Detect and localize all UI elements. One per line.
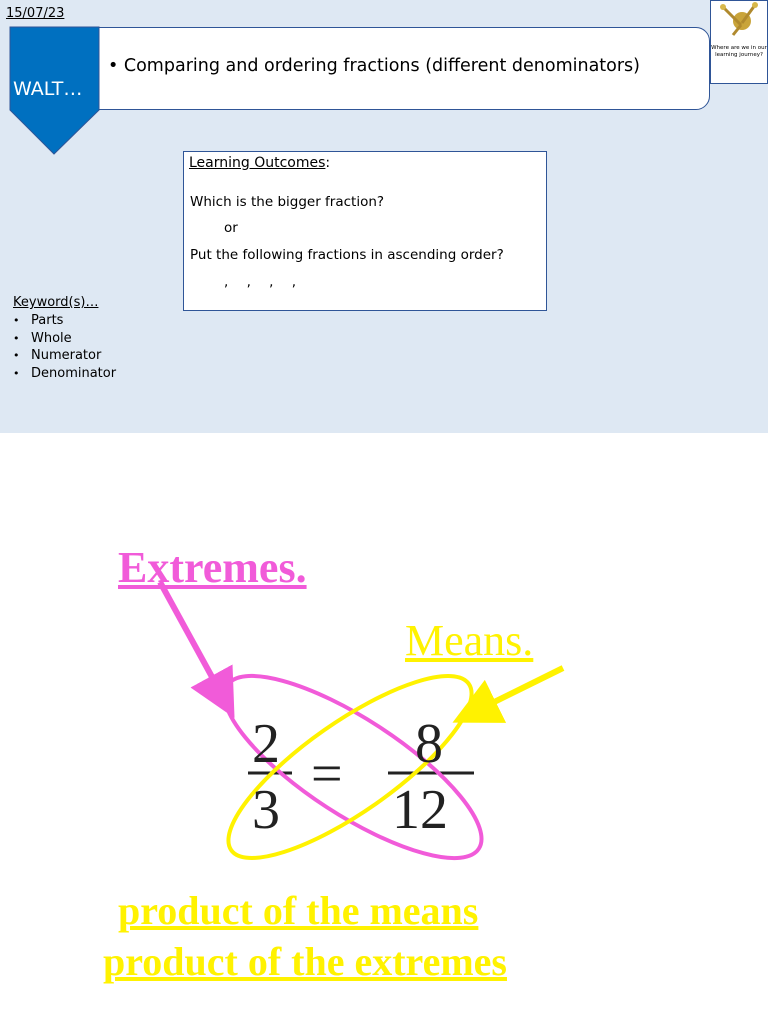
means-label: Means. (405, 616, 534, 665)
product-extremes-text: product of the extremes (103, 939, 507, 984)
product-means-text: product of the means (118, 888, 479, 933)
walt-objective: • Comparing and ordering fractions (different denominators) (108, 56, 641, 76)
keyword-item: • Denominator (13, 365, 116, 383)
keywords-title: Keyword(s)… (13, 295, 99, 310)
means-ellipse (205, 647, 494, 887)
equals-sign: = (311, 743, 343, 805)
journey-caption: Where are we in our learning journey? (711, 45, 767, 58)
fraction-left-denominator: 3 (252, 779, 280, 841)
fraction-left-numerator: 2 (252, 713, 280, 775)
outcome-question-order: Put the following fractions in ascending order? (190, 247, 504, 263)
outcome-or: or (224, 220, 238, 236)
fraction-right-numerator: 8 (415, 713, 443, 775)
outcome-fraction-placeholders: , , , , (224, 274, 297, 290)
walt-label: WALT… (13, 78, 83, 100)
extremes-label: Extremes. (118, 543, 307, 592)
keyword-item: • Parts (13, 312, 116, 330)
fraction-right-denominator: 12 (392, 779, 448, 841)
extremes-ellipse (201, 645, 505, 889)
means-arrow (474, 668, 563, 712)
learning-outcomes-title: Learning Outcomes: (189, 155, 331, 171)
outcome-question-bigger: Which is the bigger fraction? (190, 194, 385, 210)
keyword-item: • Numerator (13, 347, 116, 365)
date-label: 15/07/23 (6, 6, 65, 21)
keyword-item: • Whole (13, 330, 116, 348)
extremes-arrow (160, 582, 223, 697)
